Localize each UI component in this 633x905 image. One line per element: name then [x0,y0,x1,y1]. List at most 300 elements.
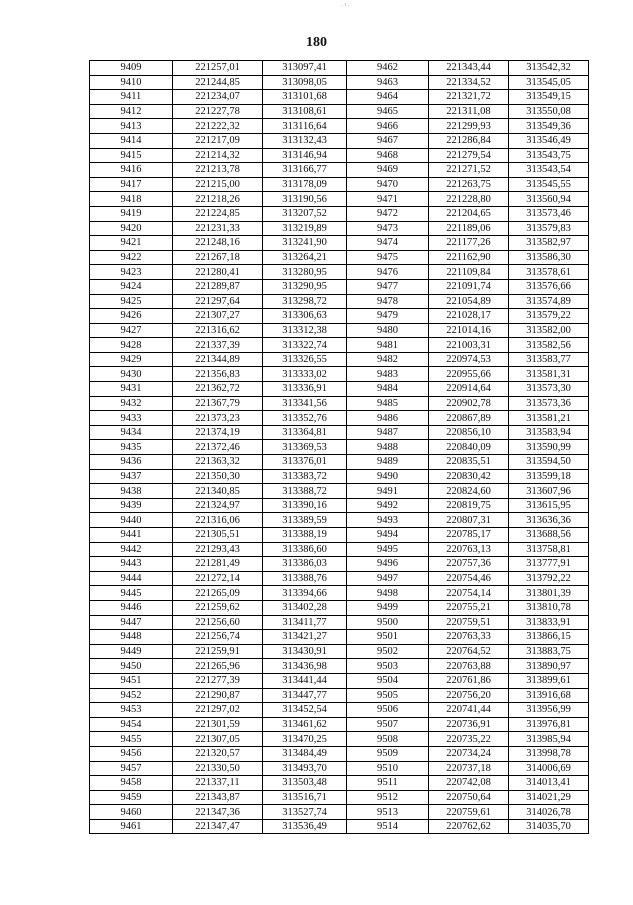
table-row [90,819,589,834]
table-row [90,382,589,397]
table-row [90,586,589,601]
left-y-coordinate-cell: 313411,77 [263,615,347,630]
right-x-coordinate-cell: 220835,51 [429,455,509,470]
right-point-number-cell: 9479 [347,309,429,324]
table-row [90,703,589,718]
left-point-number-cell: 9443 [90,557,173,572]
right-y-coordinate-cell: 314035,70 [509,819,589,834]
left-point-number-cell: 9427 [90,323,173,338]
left-point-number-cell: 9438 [90,484,173,499]
right-x-coordinate-cell: 221028,17 [429,309,509,324]
left-y-coordinate-cell: 313207,52 [263,206,347,221]
right-point-number-cell: 9497 [347,571,429,586]
table-row [90,396,589,411]
table-row [90,206,589,221]
left-point-number-cell: 9419 [90,206,173,221]
left-y-coordinate-cell: 313493,70 [263,761,347,776]
right-x-coordinate-cell: 220830,42 [429,469,509,484]
table-row [90,352,589,367]
right-y-coordinate-cell: 313579,22 [509,309,589,324]
left-y-coordinate-cell: 313516,71 [263,790,347,805]
right-y-coordinate-cell: 313899,61 [509,673,589,688]
left-point-number-cell: 9417 [90,177,173,192]
right-point-number-cell: 9505 [347,688,429,703]
left-point-number-cell: 9413 [90,119,173,134]
right-point-number-cell: 9468 [347,148,429,163]
right-x-coordinate-cell: 221054,89 [429,294,509,309]
right-point-number-cell: 9467 [347,133,429,148]
left-x-coordinate-cell: 221272,14 [173,571,263,586]
left-point-number-cell: 9412 [90,104,173,119]
left-y-coordinate-cell: 313484,49 [263,746,347,761]
left-point-number-cell: 9420 [90,221,173,236]
table-row [90,148,589,163]
left-x-coordinate-cell: 221305,51 [173,528,263,543]
table-row [90,250,589,265]
left-y-coordinate-cell: 313452,54 [263,703,347,718]
right-point-number-cell: 9475 [347,250,429,265]
right-x-coordinate-cell: 220741,44 [429,703,509,718]
right-point-number-cell: 9508 [347,732,429,747]
right-x-coordinate-cell: 220955,66 [429,367,509,382]
right-point-number-cell: 9463 [347,75,429,90]
right-point-number-cell: 9483 [347,367,429,382]
right-y-coordinate-cell: 313582,56 [509,338,589,353]
left-x-coordinate-cell: 221316,06 [173,513,263,528]
left-x-coordinate-cell: 221248,16 [173,236,263,251]
right-point-number-cell: 9506 [347,703,429,718]
left-y-coordinate-cell: 313312,38 [263,323,347,338]
right-x-coordinate-cell: 220856,10 [429,425,509,440]
left-y-coordinate-cell: 313116,64 [263,119,347,134]
right-y-coordinate-cell: 313615,95 [509,498,589,513]
left-point-number-cell: 9425 [90,294,173,309]
table-row [90,498,589,513]
left-x-coordinate-cell: 221227,78 [173,104,263,119]
left-y-coordinate-cell: 313430,91 [263,644,347,659]
right-y-coordinate-cell: 313581,31 [509,367,589,382]
left-point-number-cell: 9439 [90,498,173,513]
left-y-coordinate-cell: 313388,72 [263,484,347,499]
right-point-number-cell: 9472 [347,206,429,221]
right-x-coordinate-cell: 220735,22 [429,732,509,747]
table-row [90,440,589,455]
coordinates-table [89,60,589,834]
left-point-number-cell: 9418 [90,192,173,207]
left-y-coordinate-cell: 313264,21 [263,250,347,265]
left-x-coordinate-cell: 221372,46 [173,440,263,455]
table-row [90,90,589,105]
right-x-coordinate-cell: 221311,08 [429,104,509,119]
table-row [90,571,589,586]
right-y-coordinate-cell: 313758,81 [509,542,589,557]
right-x-coordinate-cell: 221271,52 [429,163,509,178]
right-y-coordinate-cell: 313549,36 [509,119,589,134]
left-point-number-cell: 9415 [90,148,173,163]
right-point-number-cell: 9482 [347,352,429,367]
right-y-coordinate-cell: 313576,66 [509,279,589,294]
right-x-coordinate-cell: 221003,31 [429,338,509,353]
right-x-coordinate-cell: 221286,84 [429,133,509,148]
right-y-coordinate-cell: 313582,00 [509,323,589,338]
right-y-coordinate-cell: 313578,61 [509,265,589,280]
right-x-coordinate-cell: 220764,52 [429,644,509,659]
table-row [90,455,589,470]
right-point-number-cell: 9486 [347,411,429,426]
right-point-number-cell: 9491 [347,484,429,499]
right-y-coordinate-cell: 313545,55 [509,177,589,192]
table-row [90,221,589,236]
right-y-coordinate-cell: 313916,68 [509,688,589,703]
left-y-coordinate-cell: 313364,81 [263,425,347,440]
left-point-number-cell: 9446 [90,600,173,615]
right-point-number-cell: 9500 [347,615,429,630]
left-x-coordinate-cell: 221265,09 [173,586,263,601]
right-y-coordinate-cell: 313560,94 [509,192,589,207]
table-row [90,309,589,324]
left-x-coordinate-cell: 221324,97 [173,498,263,513]
right-y-coordinate-cell: 313583,77 [509,352,589,367]
left-y-coordinate-cell: 313166,77 [263,163,347,178]
right-point-number-cell: 9466 [347,119,429,134]
table-row [90,557,589,572]
right-point-number-cell: 9511 [347,776,429,791]
left-x-coordinate-cell: 221363,32 [173,455,263,470]
right-x-coordinate-cell: 221014,16 [429,323,509,338]
left-x-coordinate-cell: 221320,57 [173,746,263,761]
right-point-number-cell: 9499 [347,600,429,615]
right-y-coordinate-cell: 313573,36 [509,396,589,411]
left-y-coordinate-cell: 313101,68 [263,90,347,105]
left-point-number-cell: 9455 [90,732,173,747]
right-x-coordinate-cell: 221177,26 [429,236,509,251]
table-row [90,411,589,426]
left-x-coordinate-cell: 221347,47 [173,819,263,834]
page-number: 180 [306,35,327,50]
right-x-coordinate-cell: 220737,18 [429,761,509,776]
left-y-coordinate-cell: 313280,95 [263,265,347,280]
table-row [90,75,589,90]
right-y-coordinate-cell: 313866,15 [509,630,589,645]
right-y-coordinate-cell: 313579,83 [509,221,589,236]
left-point-number-cell: 9453 [90,703,173,718]
left-x-coordinate-cell: 221337,39 [173,338,263,353]
right-y-coordinate-cell: 313801,39 [509,586,589,601]
right-point-number-cell: 9514 [347,819,429,834]
left-point-number-cell: 9458 [90,776,173,791]
left-x-coordinate-cell: 221215,00 [173,177,263,192]
left-x-coordinate-cell: 221301,59 [173,717,263,732]
left-y-coordinate-cell: 313386,60 [263,542,347,557]
left-x-coordinate-cell: 221257,01 [173,61,263,76]
left-x-coordinate-cell: 221350,30 [173,469,263,484]
right-y-coordinate-cell: 313546,49 [509,133,589,148]
right-y-coordinate-cell: 314021,29 [509,790,589,805]
left-y-coordinate-cell: 313390,16 [263,498,347,513]
left-y-coordinate-cell: 313336,91 [263,382,347,397]
right-x-coordinate-cell: 221263,75 [429,177,509,192]
left-point-number-cell: 9434 [90,425,173,440]
right-point-number-cell: 9474 [347,236,429,251]
right-point-number-cell: 9484 [347,382,429,397]
right-point-number-cell: 9509 [347,746,429,761]
table-row [90,615,589,630]
right-point-number-cell: 9512 [347,790,429,805]
left-y-coordinate-cell: 313388,76 [263,571,347,586]
table-row [90,688,589,703]
left-x-coordinate-cell: 221265,96 [173,659,263,674]
left-x-coordinate-cell: 221222,32 [173,119,263,134]
table-row [90,659,589,674]
table-row [90,163,589,178]
left-point-number-cell: 9460 [90,805,173,820]
right-y-coordinate-cell: 313985,94 [509,732,589,747]
table-row [90,61,589,76]
right-y-coordinate-cell: 313688,56 [509,528,589,543]
table-row [90,338,589,353]
left-y-coordinate-cell: 313178,09 [263,177,347,192]
right-point-number-cell: 9464 [347,90,429,105]
right-point-number-cell: 9502 [347,644,429,659]
table-row [90,528,589,543]
left-x-coordinate-cell: 221344,89 [173,352,263,367]
right-x-coordinate-cell: 221299,93 [429,119,509,134]
right-point-number-cell: 9481 [347,338,429,353]
right-point-number-cell: 9488 [347,440,429,455]
left-point-number-cell: 9414 [90,133,173,148]
left-point-number-cell: 9447 [90,615,173,630]
right-x-coordinate-cell: 220762,62 [429,819,509,834]
left-point-number-cell: 9457 [90,761,173,776]
left-y-coordinate-cell: 313219,89 [263,221,347,236]
right-point-number-cell: 9476 [347,265,429,280]
right-y-coordinate-cell: 313583,94 [509,425,589,440]
left-y-coordinate-cell: 313322,74 [263,338,347,353]
right-point-number-cell: 9513 [347,805,429,820]
right-x-coordinate-cell: 221279,54 [429,148,509,163]
right-y-coordinate-cell: 313573,46 [509,206,589,221]
left-y-coordinate-cell: 313132,43 [263,133,347,148]
table-row [90,279,589,294]
left-point-number-cell: 9449 [90,644,173,659]
right-x-coordinate-cell: 221334,52 [429,75,509,90]
right-x-coordinate-cell: 220755,21 [429,600,509,615]
left-y-coordinate-cell: 313333,02 [263,367,347,382]
right-x-coordinate-cell: 220756,20 [429,688,509,703]
right-y-coordinate-cell: 313550,08 [509,104,589,119]
table-row [90,513,589,528]
right-y-coordinate-cell: 314026,78 [509,805,589,820]
left-x-coordinate-cell: 221281,49 [173,557,263,572]
right-y-coordinate-cell: 313599,18 [509,469,589,484]
table-row [90,776,589,791]
left-y-coordinate-cell: 313436,98 [263,659,347,674]
left-point-number-cell: 9423 [90,265,173,280]
left-y-coordinate-cell: 313298,72 [263,294,347,309]
left-x-coordinate-cell: 221289,87 [173,279,263,294]
right-x-coordinate-cell: 220736,91 [429,717,509,732]
left-x-coordinate-cell: 221330,50 [173,761,263,776]
left-point-number-cell: 9441 [90,528,173,543]
left-y-coordinate-cell: 313388,19 [263,528,347,543]
right-y-coordinate-cell: 313581,21 [509,411,589,426]
right-y-coordinate-cell: 313586,30 [509,250,589,265]
left-point-number-cell: 9454 [90,717,173,732]
right-y-coordinate-cell: 313549,15 [509,90,589,105]
right-point-number-cell: 9489 [347,455,429,470]
left-y-coordinate-cell: 313386,03 [263,557,347,572]
left-x-coordinate-cell: 221256,60 [173,615,263,630]
right-x-coordinate-cell: 220761,86 [429,673,509,688]
left-y-coordinate-cell: 313146,94 [263,148,347,163]
right-x-coordinate-cell: 221162,90 [429,250,509,265]
left-y-coordinate-cell: 313326,55 [263,352,347,367]
right-x-coordinate-cell: 221204,65 [429,206,509,221]
left-point-number-cell: 9444 [90,571,173,586]
right-x-coordinate-cell: 221109,84 [429,265,509,280]
right-x-coordinate-cell: 220763,13 [429,542,509,557]
right-point-number-cell: 9465 [347,104,429,119]
left-y-coordinate-cell: 313341,56 [263,396,347,411]
scan-speck: ·¹· [341,2,351,10]
left-x-coordinate-cell: 221373,23 [173,411,263,426]
left-point-number-cell: 9432 [90,396,173,411]
left-y-coordinate-cell: 313441,44 [263,673,347,688]
left-x-coordinate-cell: 221244,85 [173,75,263,90]
left-point-number-cell: 9433 [90,411,173,426]
table-row [90,367,589,382]
right-x-coordinate-cell: 220750,64 [429,790,509,805]
left-x-coordinate-cell: 221367,79 [173,396,263,411]
right-y-coordinate-cell: 314006,69 [509,761,589,776]
right-y-coordinate-cell: 313792,22 [509,571,589,586]
left-x-coordinate-cell: 221290,87 [173,688,263,703]
left-x-coordinate-cell: 221277,39 [173,673,263,688]
right-x-coordinate-cell: 221343,44 [429,61,509,76]
right-x-coordinate-cell: 221321,72 [429,90,509,105]
right-y-coordinate-cell: 313543,75 [509,148,589,163]
right-point-number-cell: 9493 [347,513,429,528]
left-y-coordinate-cell: 313190,56 [263,192,347,207]
left-point-number-cell: 9429 [90,352,173,367]
right-point-number-cell: 9469 [347,163,429,178]
left-y-coordinate-cell: 313389,59 [263,513,347,528]
right-x-coordinate-cell: 220914,64 [429,382,509,397]
left-x-coordinate-cell: 221218,26 [173,192,263,207]
right-point-number-cell: 9462 [347,61,429,76]
right-x-coordinate-cell: 220867,89 [429,411,509,426]
right-x-coordinate-cell: 220754,14 [429,586,509,601]
table-row [90,119,589,134]
left-y-coordinate-cell: 313527,74 [263,805,347,820]
left-point-number-cell: 9435 [90,440,173,455]
right-x-coordinate-cell: 220742,08 [429,776,509,791]
left-point-number-cell: 9410 [90,75,173,90]
right-x-coordinate-cell: 220754,46 [429,571,509,586]
left-point-number-cell: 9411 [90,90,173,105]
left-y-coordinate-cell: 313383,72 [263,469,347,484]
table-row [90,265,589,280]
left-point-number-cell: 9436 [90,455,173,470]
table-row [90,644,589,659]
left-y-coordinate-cell: 313098,05 [263,75,347,90]
table-row [90,790,589,805]
left-x-coordinate-cell: 221316,62 [173,323,263,338]
left-y-coordinate-cell: 313352,76 [263,411,347,426]
table-row [90,425,589,440]
left-x-coordinate-cell: 221337,11 [173,776,263,791]
right-point-number-cell: 9477 [347,279,429,294]
left-point-number-cell: 9452 [90,688,173,703]
left-x-coordinate-cell: 221280,41 [173,265,263,280]
right-x-coordinate-cell: 220757,36 [429,557,509,572]
right-y-coordinate-cell: 313573,30 [509,382,589,397]
left-x-coordinate-cell: 221374,19 [173,425,263,440]
left-y-coordinate-cell: 313394,66 [263,586,347,601]
table-row [90,177,589,192]
table-row [90,746,589,761]
table-row [90,732,589,747]
left-x-coordinate-cell: 221224,85 [173,206,263,221]
left-point-number-cell: 9437 [90,469,173,484]
left-point-number-cell: 9448 [90,630,173,645]
left-x-coordinate-cell: 221297,64 [173,294,263,309]
left-x-coordinate-cell: 221356,83 [173,367,263,382]
left-x-coordinate-cell: 221307,27 [173,309,263,324]
right-y-coordinate-cell: 313956,99 [509,703,589,718]
left-x-coordinate-cell: 221347,36 [173,805,263,820]
left-x-coordinate-cell: 221297,02 [173,703,263,718]
left-point-number-cell: 9451 [90,673,173,688]
right-y-coordinate-cell: 313542,32 [509,61,589,76]
left-point-number-cell: 9422 [90,250,173,265]
right-x-coordinate-cell: 220807,31 [429,513,509,528]
left-x-coordinate-cell: 221343,87 [173,790,263,805]
table-row [90,294,589,309]
table-row [90,484,589,499]
left-point-number-cell: 9426 [90,309,173,324]
left-point-number-cell: 9428 [90,338,173,353]
right-point-number-cell: 9471 [347,192,429,207]
table-row [90,761,589,776]
right-point-number-cell: 9480 [347,323,429,338]
left-y-coordinate-cell: 313290,95 [263,279,347,294]
left-point-number-cell: 9461 [90,819,173,834]
right-y-coordinate-cell: 313976,81 [509,717,589,732]
right-point-number-cell: 9473 [347,221,429,236]
left-point-number-cell: 9416 [90,163,173,178]
right-x-coordinate-cell: 220734,24 [429,746,509,761]
left-point-number-cell: 9456 [90,746,173,761]
right-y-coordinate-cell: 313574,89 [509,294,589,309]
left-y-coordinate-cell: 313097,41 [263,61,347,76]
right-y-coordinate-cell: 313590,99 [509,440,589,455]
right-point-number-cell: 9494 [347,528,429,543]
right-point-number-cell: 9485 [347,396,429,411]
left-y-coordinate-cell: 313421,27 [263,630,347,645]
left-point-number-cell: 9440 [90,513,173,528]
right-x-coordinate-cell: 220819,75 [429,498,509,513]
left-y-coordinate-cell: 313108,61 [263,104,347,119]
right-point-number-cell: 9492 [347,498,429,513]
table-row [90,323,589,338]
right-point-number-cell: 9507 [347,717,429,732]
left-point-number-cell: 9430 [90,367,173,382]
table-row [90,542,589,557]
left-x-coordinate-cell: 221307,05 [173,732,263,747]
left-x-coordinate-cell: 221267,18 [173,250,263,265]
right-point-number-cell: 9498 [347,586,429,601]
